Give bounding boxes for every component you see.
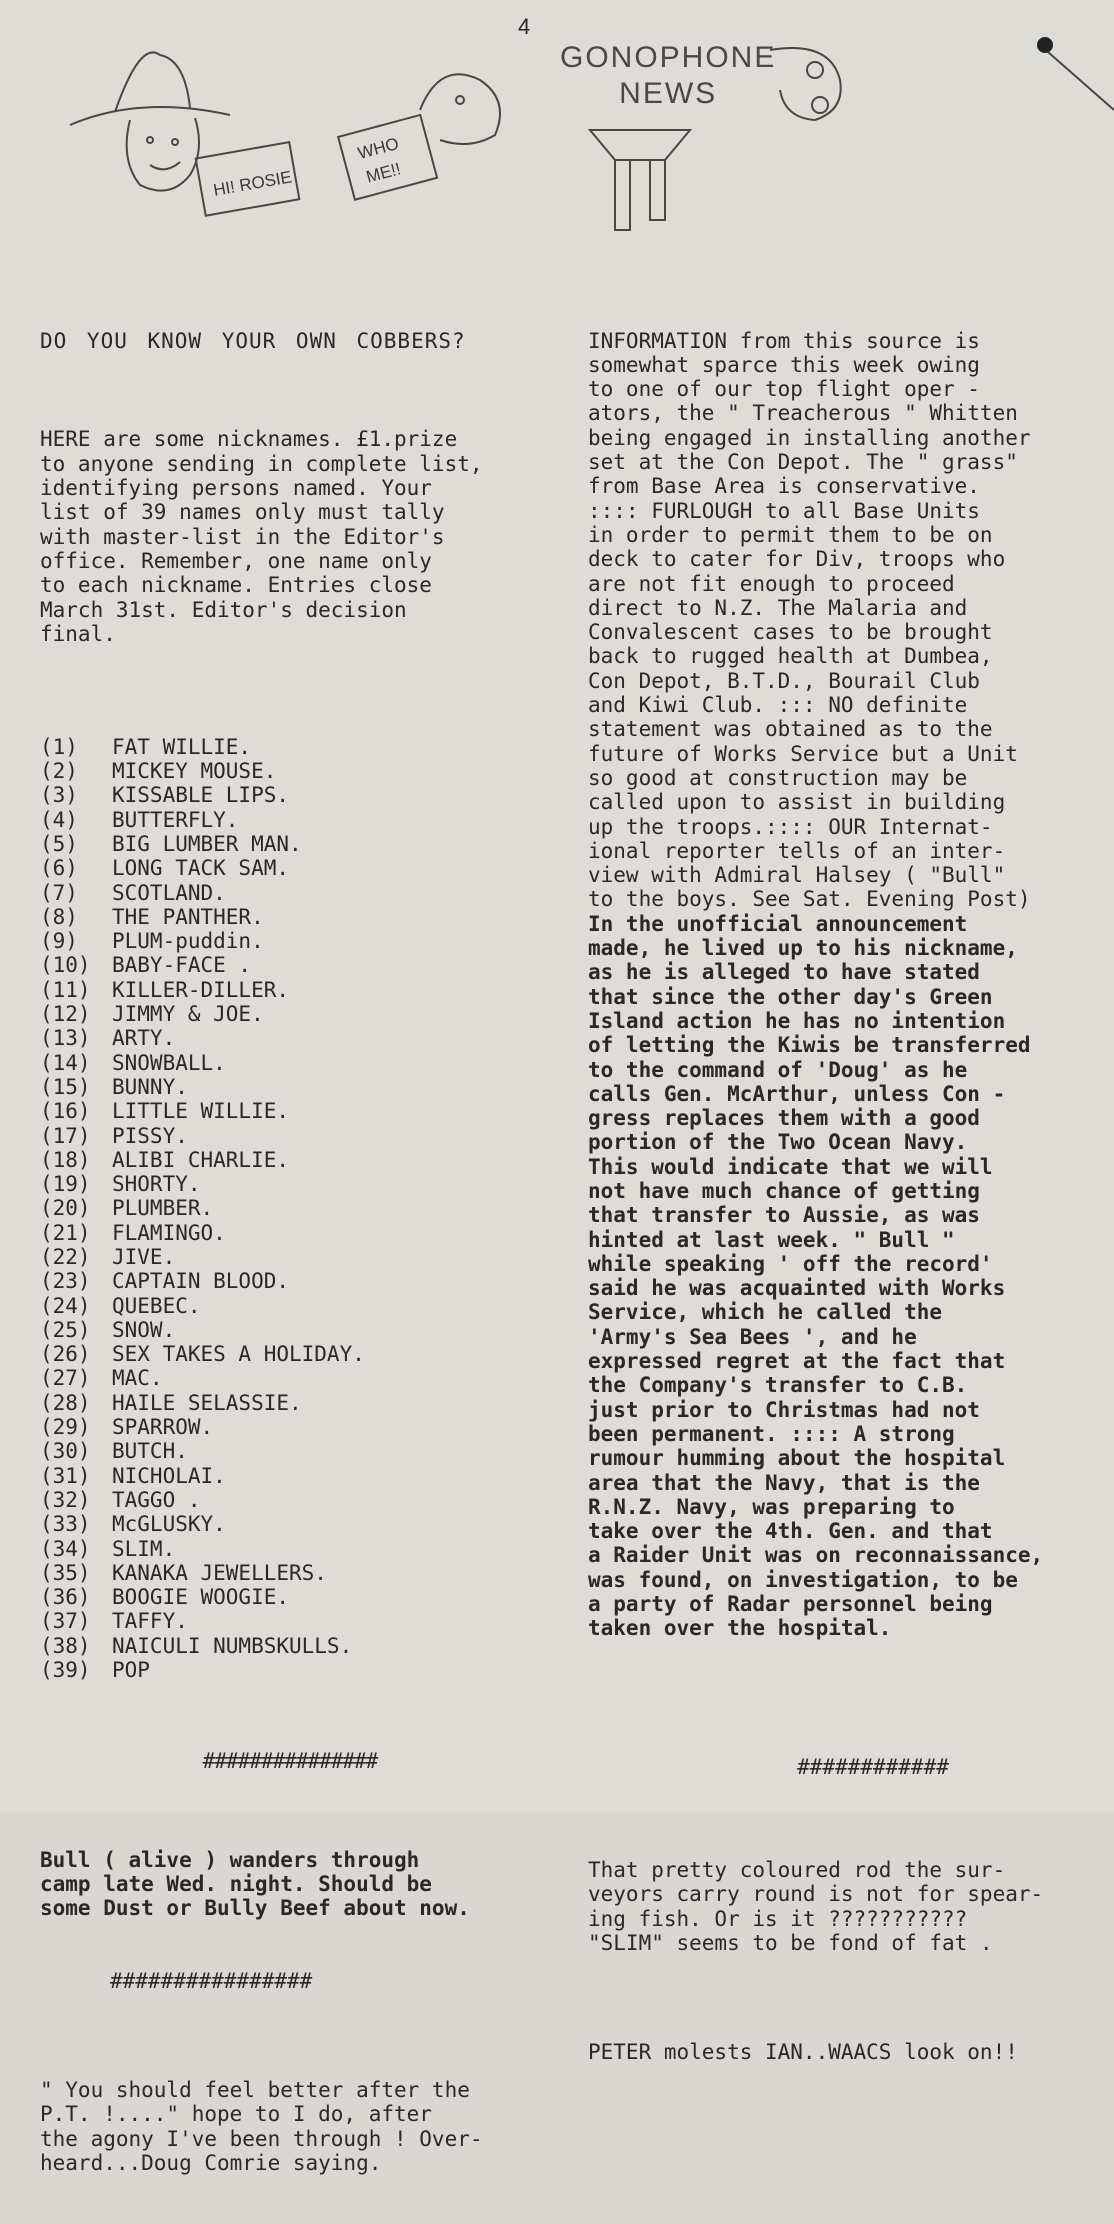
masthead-title-line2: NEWS [619,77,718,110]
text-line: statement was obtained as to the [588,717,993,742]
sign-left-text: HI! ROSIE [211,167,294,200]
list-item [40,759,540,783]
text-line: just prior to Christmas had not [588,1397,980,1422]
list-item-number: (38) [40,1633,91,1658]
face-sketch-icon [420,74,500,144]
right-column [588,280,1098,2113]
text-line: that transfer to Aussie, as was [588,1203,980,1228]
text-line: INFORMATION from this source is [588,328,980,353]
list-item-name: BUNNY. [112,1074,188,1099]
nickname-list [40,735,540,1683]
list-item [40,1002,540,1026]
list-item [40,1585,540,1609]
text-line: not have much chance of getting [588,1178,980,1203]
text-line: This would indicate that we will [588,1154,993,1179]
list-item-number: (12) [40,1002,91,1027]
list-item-name: HAILE SELASSIE. [112,1390,302,1415]
text-line: that since the other day's Green [588,984,993,1009]
text-line: R.N.Z. Navy, was preparing to [588,1494,955,1519]
list-item-number: (2) [40,759,78,784]
list-item [40,1561,540,1585]
list-item [40,1148,540,1172]
list-item-number: (15) [40,1074,91,1099]
list-item-name: THE PANTHER. [112,904,264,929]
list-item [40,1488,540,1512]
list-item-name: BUTCH. [112,1439,188,1464]
list-item-number: (16) [40,1099,91,1124]
text-line: to one of our top flight oper - [588,377,980,402]
list-item-name: POP [112,1658,150,1683]
list-item [40,1366,540,1390]
text-line: calls Gen. McArthur, unless Con - [588,1081,1006,1106]
text-line: are not fit enough to proceed [588,571,955,596]
list-item [40,1051,540,1075]
list-item-name: SNOWBALL. [112,1050,226,1075]
text-line: ators, the " Treacherous " Whitten [588,401,1018,426]
text-line: future of Works Service but a Unit [588,741,1018,766]
text-line: take over the 4th. Gen. and that [588,1519,993,1544]
list-item [40,1464,540,1488]
text-line: :::: FURLOUGH to all Base Units [588,498,980,523]
text-line: Convalescent cases to be brought [588,620,993,645]
masthead-title [560,40,776,112]
list-item [40,1221,540,1245]
list-item-number: (28) [40,1390,91,1415]
list-item-name: BOOGIE WOOGIE. [112,1585,290,1610]
list-item-number: (21) [40,1220,91,1245]
list-item-number: (7) [40,880,78,905]
text-line: area that the Navy, that is the [588,1470,980,1495]
masthead-sketches [0,0,1114,250]
list-item [40,953,540,977]
list-item [40,1415,540,1439]
list-item-name: CAPTAIN BLOOD. [112,1269,290,1294]
list-item-number: (4) [40,807,78,832]
list-item-number: (27) [40,1366,91,1391]
list-item-name: SEX TAKES A HOLIDAY. [112,1342,365,1367]
list-item [40,808,540,832]
text-line: was found, on investigation, to be [588,1567,1018,1592]
list-item [40,1245,540,1269]
list-item [40,1294,540,1318]
list-item [40,1172,540,1196]
cobbers-heading: DO YOU KNOW YOUR OWN COBBERS? [40,328,466,353]
masthead [0,0,1114,250]
separator-2: ################ [110,1969,313,1994]
text-line: March 31st. Editor's decision [40,597,407,622]
text-line: Con Depot, B.T.D., Bourail Club [588,668,980,693]
list-item [40,1318,540,1342]
pt-paragraph [40,2078,540,2175]
list-item [40,1391,540,1415]
list-item-name: FLAMINGO. [112,1220,226,1245]
ink-blot-icon [1037,37,1053,53]
list-item [40,881,540,905]
rod-paragraph [588,1858,1098,1955]
list-item [40,832,540,856]
list-item-number: (11) [40,977,91,1002]
list-item-name: MICKEY MOUSE. [112,759,277,784]
list-item [40,1658,540,1682]
list-item-name: SNOW. [112,1317,176,1342]
list-item [40,856,540,880]
list-item [40,735,540,759]
list-item-name: BIG LUMBER MAN. [112,831,302,856]
list-item-name: SLIM. [112,1536,176,1561]
text-line: somewhat sparce this week owing [588,352,980,377]
list-item [40,1075,540,1099]
text-line: a party of Radar personnel being [588,1592,993,1617]
list-item-name: McGLUSKY. [112,1512,226,1537]
text-line: said he was acquainted with Works [588,1276,1006,1301]
list-item [40,1609,540,1633]
text-line: up the troops.:::: OUR Internat- [588,814,993,839]
list-item-number: (23) [40,1269,91,1294]
list-item-name: TAFFY. [112,1609,188,1634]
list-item-name: FAT WILLIE. [112,734,252,759]
list-item [40,1439,540,1463]
list-item-number: (3) [40,783,78,808]
list-item-name: JIVE. [112,1244,176,1269]
text-line: in order to permit them to be on [588,522,993,547]
list-item-number: (8) [40,904,78,929]
list-item-name: NAICULI NUMBSKULLS. [112,1633,353,1658]
list-item [40,1512,540,1536]
text-line: made, he lived up to his nickname, [588,936,1018,961]
list-item [40,1099,540,1123]
who-me-sign-icon [338,115,437,200]
list-item-name: PISSY. [112,1123,188,1148]
list-item-number: (33) [40,1512,91,1537]
text-line: hinted at last week. " Bull " [588,1227,955,1252]
sign-right-text-2: ME!! [364,159,403,187]
list-item-number: (5) [40,831,78,856]
text-line: called upon to assist in building [588,790,1006,815]
text-line: so good at construction may be [588,765,968,790]
text-line: some Dust or Bully Beef about now. [40,1896,470,1921]
text-line: office. Remember, one name only [40,548,432,573]
text-line: rumour humming about the hospital [588,1446,1006,1471]
text-line: as he is alleged to have stated [588,960,980,985]
list-item-name: ALIBI CHARLIE. [112,1147,290,1172]
list-item-name: LONG TACK SAM. [112,856,290,881]
text-line: with master-list in the Editor's [40,524,445,549]
list-item [40,978,540,1002]
text-line: direct to N.Z. The Malaria and [588,595,968,620]
list-item-name: SHORTY. [112,1172,201,1197]
list-item-number: (31) [40,1463,91,1488]
list-item [40,1634,540,1658]
list-item-name: PLUMBER. [112,1196,214,1221]
list-item-name: JIMMY & JOE. [112,1002,264,1027]
text-line: portion of the Two Ocean Navy. [588,1130,968,1155]
text-line: to each nickname. Entries close [40,573,432,598]
text-line: taken over the hospital. [588,1616,892,1641]
list-item-number: (19) [40,1172,91,1197]
list-item-number: (17) [40,1123,91,1148]
list-item-name: SCOTLAND. [112,880,226,905]
text-line: to the command of 'Doug' as he [588,1057,968,1082]
text-line: expressed regret at the fact that [588,1349,1006,1374]
text-line: identifying persons named. Your [40,476,432,501]
text-line: to the boys. See Sat. Evening Post) [588,887,1031,912]
text-line: " You should feel better after the [40,2078,470,2103]
text-line: being engaged in installing another [588,425,1031,450]
list-item-number: (14) [40,1050,91,1075]
text-line: set at the Con Depot. The " grass" [588,450,1018,475]
list-item-number: (1) [40,734,78,759]
list-item-number: (24) [40,1293,91,1318]
list-item-number: (39) [40,1658,91,1683]
list-item [40,905,540,929]
text-line: camp late Wed. night. Should be [40,1872,432,1897]
text-line: "SLIM" seems to be fond of fat . [588,1931,993,1955]
text-line: view with Admiral Halsey ( "Bull" [588,863,1006,888]
list-item-name: BABY-FACE . [112,953,252,978]
list-item [40,1124,540,1148]
bull-paragraph [40,1848,540,1921]
text-line: deck to cater for Div, troops who [588,547,1006,572]
list-item-number: (37) [40,1609,91,1634]
list-item [40,1026,540,1050]
list-item [40,1537,540,1561]
text-line: back to rugged health at Dumbea, [588,644,993,669]
separator: ############### [202,1748,378,1773]
text-line: veyors carry round is not for spear- [588,1882,1044,1907]
list-item-name: KANAKA JEWELLERS. [112,1560,327,1585]
text-line: from Base Area is conservative. [588,474,980,499]
text-line: That pretty coloured rod the sur- [588,1858,1006,1883]
corner-stroke-icon [1040,45,1114,110]
page-number: 4 [518,14,531,39]
text-line: been permanent. :::: A strong [588,1421,955,1446]
hi-rosie-sign-icon [196,142,300,216]
list-item-number: (22) [40,1244,91,1269]
list-item-name: TAGGO . [112,1487,201,1512]
text-line: while speaking ' off the record' [588,1251,993,1276]
text-line: HERE are some nicknames. £1.prize [40,427,458,452]
text-line: ional reporter tells of an inter- [588,838,1006,863]
list-item-number: (18) [40,1147,91,1172]
list-item-number: (20) [40,1196,91,1221]
text-line: gress replaces them with a good [588,1106,980,1131]
list-item-number: (32) [40,1487,91,1512]
list-item [40,1196,540,1220]
list-item-number: (26) [40,1342,91,1367]
masthead-title-line1: GONOPHONE [560,41,777,74]
list-item-name: NICHOLAI. [112,1463,226,1488]
list-item-number: (34) [40,1536,91,1561]
text-line: of letting the Kiwis be transferred [588,1033,1031,1058]
right-separator: ############ [797,1755,949,1780]
text-line: ing fish. Or is it ??????????? [588,1906,968,1931]
list-item-name: SPARROW. [112,1415,214,1440]
text-line: In the unofficial announcement [588,911,968,936]
text-line: Service, which he called the [588,1300,943,1325]
text-line: the Company's transfer to C.B. [588,1373,968,1398]
list-item-number: (9) [40,929,78,954]
footer-line: PETER molests IAN..WAACS look on!! [588,2039,1018,2064]
text-line: final. [40,621,116,646]
text-line: heard...Doug Comrie saying. [40,2151,382,2176]
list-item-number: (6) [40,856,78,881]
list-item-name: QUEBEC. [112,1293,201,1318]
text-line: Bull ( alive ) wanders through [40,1847,420,1872]
list-item-name: ARTY. [112,1026,176,1051]
text-line: the agony I've been through ! Over- [40,2126,483,2151]
list-item-name: MAC. [112,1366,163,1391]
sign-right-text-1: WHO [355,133,401,164]
text-line: to anyone sending in complete list, [40,451,483,476]
list-item-name: BUTTERFLY. [112,807,239,832]
list-item-number: (36) [40,1585,91,1610]
information-paragraph [588,329,1098,1641]
cobbers-intro [40,427,540,646]
list-item [40,1342,540,1366]
list-item-number: (29) [40,1415,91,1440]
list-item-number: (10) [40,953,91,978]
list-item [40,783,540,807]
list-item-number: (35) [40,1560,91,1585]
text-line: P.T. !...." hope to I do, after [40,2102,432,2127]
list-item-name: LITTLE WILLIE. [112,1099,290,1124]
text-line: Island action he has no intention [588,1008,1006,1033]
list-item-number: (25) [40,1317,91,1342]
text-line: 'Army's Sea Bees ', and he [588,1324,917,1349]
cowboy-sketch-icon [70,52,230,190]
left-column [40,280,540,2224]
list-item-name: KISSABLE LIPS. [112,783,290,808]
list-item-number: (13) [40,1026,91,1051]
list-item-name: KILLER-DILLER. [112,977,290,1002]
list-item [40,1269,540,1293]
text-line: and Kiwi Club. ::: NO definite [588,693,968,718]
list-item [40,929,540,953]
text-line: a Raider Unit was on reconnaissance, [588,1543,1044,1568]
text-line: list of 39 names only must tally [40,500,445,525]
list-item-number: (30) [40,1439,91,1464]
list-item-name: PLUM-puddin. [112,929,264,954]
